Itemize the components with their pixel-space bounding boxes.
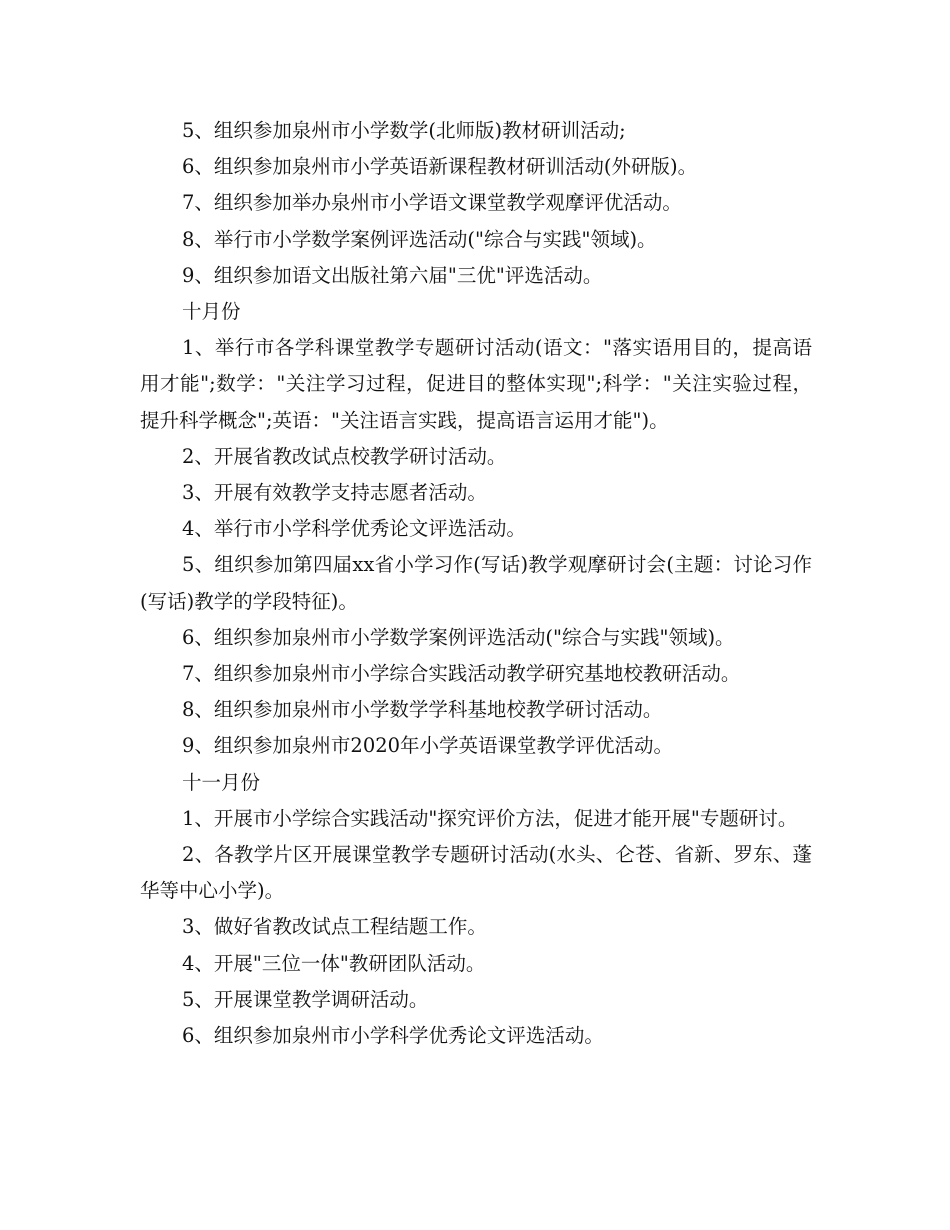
paragraph-20: 6、组织参加泉州市小学科学优秀论文评选活动。 [182,1024,604,1048]
section-heading-october: 十月份 [182,300,241,324]
section-heading-november: 十一月份 [182,770,261,794]
paragraph-16: 2、各教学片区开展课堂教学专题研讨活动(水头、仑苍、省新、罗东、蓬华等中心小学)。 [140,843,812,903]
paragraph-4: 8、举行市小学数学案例评选活动("综合与实践"领域)。 [182,227,657,251]
document-body [140,113,812,1054]
paragraph-8: 3、开展有效教学支持志愿者活动。 [182,481,487,505]
paragraph-11: 6、组织参加泉州市小学数学案例评选活动("综合与实践"领域)。 [182,625,735,649]
paragraph-12: 7、组织参加泉州市小学综合实践活动教学研究基地校教研活动。 [182,662,741,686]
paragraph-5: 9、组织参加语文出版社第六届"三优"评选活动。 [182,263,603,287]
paragraph-14: 9、组织参加泉州市2020年小学英语课堂教学评优活动。 [182,734,674,758]
paragraph-3: 7、组织参加举办泉州市小学语文课堂教学观摩评优活动。 [182,191,682,215]
paragraph-19: 5、开展课堂教学调研活动。 [182,987,429,1011]
paragraph-13: 8、组织参加泉州市小学数学学科基地校教学研讨活动。 [182,698,663,722]
paragraph-6: 1、举行市各学科课堂教学专题研讨活动(语文："落实语用目的，提高语用才能";数学："关注学习过程，促进目的整体实现";科学："关注实验过程，提升科学概念";英语："关注语言实践，提高语言运用才能")。 [140,336,812,432]
paragraph-2: 6、组织参加泉州市小学英语新课程教材研训活动(外研版)。 [182,155,698,179]
paragraph-15: 1、开展市小学综合实践活动"探究评价方法，促进才能开展"专题研讨。 [182,806,798,830]
paragraph-1: 5、组织参加泉州市小学数学(北师版)教材研训活动; [182,119,626,142]
paragraph-17: 3、做好省教改试点工程结题工作。 [182,915,487,939]
paragraph-7: 2、开展省教改试点校教学研讨活动。 [182,444,507,468]
paragraph-10: 5、组织参加第四届xx省小学习作(写话)教学观摩研讨会(主题：讨论习作(写话)教学的学段特征)。 [140,553,812,613]
paragraph-9: 4、举行市小学科学优秀论文评选活动。 [182,517,526,541]
paragraph-18: 4、开展"三位一体"教研团队活动。 [182,951,486,975]
